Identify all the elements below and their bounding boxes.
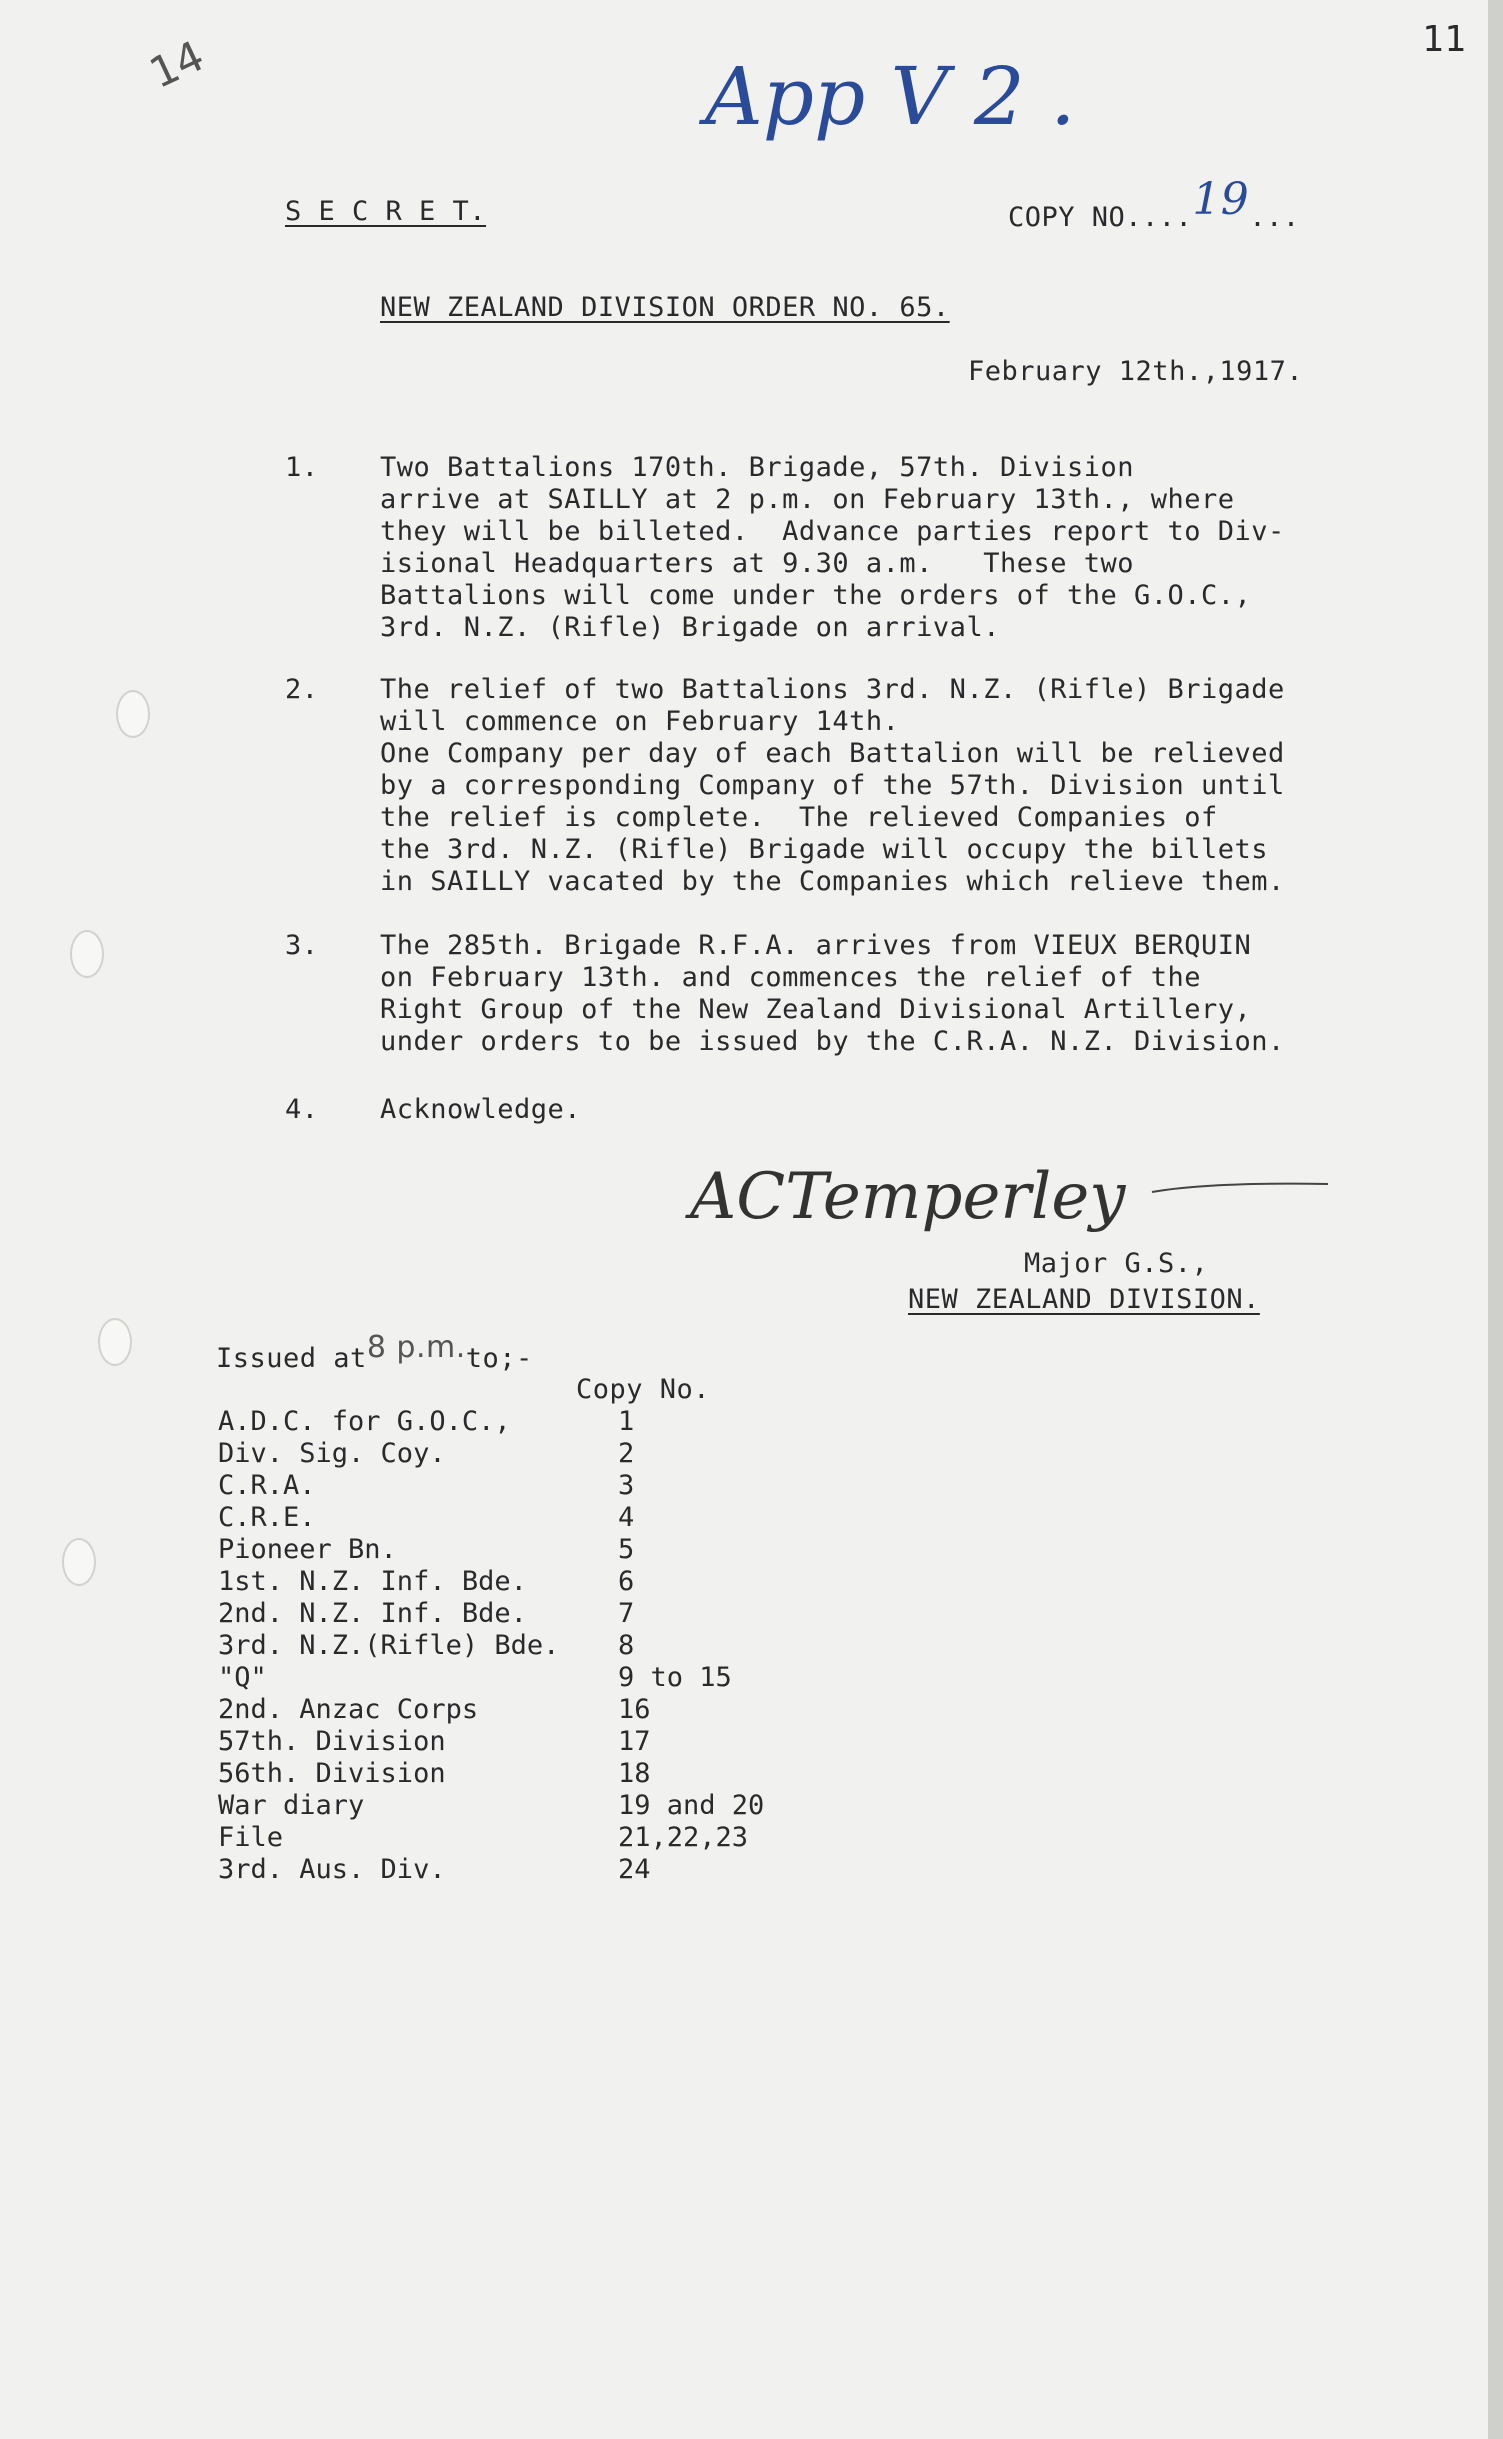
issued-prefix: Issued at (216, 1343, 367, 1374)
paragraph-line: One Company per day of each Battalion will be relieved (380, 738, 1285, 769)
recipient-name: 3rd. N.Z.(Rifle) Bde. (218, 1630, 560, 1661)
recipient-name: 1st. N.Z. Inf. Bde. (218, 1566, 527, 1597)
recipient-name: Pioneer Bn. (218, 1534, 397, 1565)
list-item (218, 1854, 918, 1886)
paragraph-line: Battalions will come under the orders of the G.O.C., (380, 580, 1252, 611)
recipient-copy: 17 (618, 1726, 651, 1757)
recipient-copy: 24 (618, 1854, 651, 1885)
punch-hole (70, 930, 104, 978)
paragraph-line: 3rd. N.Z. (Rifle) Brigade on arrival. (380, 612, 1000, 643)
recipient-name: C.R.E. (218, 1502, 316, 1533)
signature-flourish (1150, 1178, 1330, 1198)
recipient-name: A.D.C. for G.O.C., (218, 1406, 511, 1437)
paragraph-line: The relief of two Battalions 3rd. N.Z. (Rifle) Brigade (380, 674, 1285, 705)
signatory-unit: NEW ZEALAND DIVISION. (908, 1284, 1260, 1315)
list-item (218, 1438, 918, 1470)
copy-suffix: ... (1249, 202, 1300, 233)
issued-suffix: to;- (465, 1343, 533, 1374)
recipient-copy: 8 (618, 1630, 635, 1661)
paragraph-number: 4. (285, 1094, 319, 1125)
recipient-name: Div. Sig. Coy. (218, 1438, 446, 1469)
recipient-copy: 18 (618, 1758, 651, 1789)
paragraph-line: the 3rd. N.Z. (Rifle) Brigade will occupy the billets (380, 834, 1269, 865)
paragraph-line: will commence on February 14th. (380, 706, 900, 737)
punch-hole (98, 1318, 132, 1366)
paragraph-line: Two Battalions 170th. Brigade, 57th. Division (380, 452, 1134, 483)
paragraph-line: isional Headquarters at 9.30 a.m. These two (380, 548, 1134, 579)
recipient-name: "Q" (218, 1662, 267, 1693)
recipient-name: 2nd. N.Z. Inf. Bde. (218, 1598, 527, 1629)
paragraph-line: they will be billeted. Advance parties report to Div- (380, 516, 1285, 547)
recipient-copy: 1 (618, 1406, 635, 1437)
paragraph-line: on February 13th. and commences the relief of the (380, 962, 1202, 993)
list-item (218, 1758, 918, 1790)
punch-hole (116, 690, 150, 738)
list-item (218, 1630, 918, 1662)
recipient-name: 2nd. Anzac Corps (218, 1694, 479, 1725)
paragraph-number: 1. (285, 452, 319, 483)
recipient-name: 3rd. Aus. Div. (218, 1854, 446, 1885)
punch-hole (62, 1538, 96, 1586)
issued-time-handwritten: 8 p.m. (366, 1330, 466, 1365)
recipient-copy: 2 (618, 1438, 635, 1469)
recipient-copy: 6 (618, 1566, 635, 1597)
list-item (218, 1566, 918, 1598)
paragraph-line: by a corresponding Company of the 57th. Division until (380, 770, 1285, 801)
list-item (218, 1662, 918, 1694)
list-item (218, 1790, 918, 1822)
classification: S E C R E T. (285, 196, 487, 227)
paragraph-line: the relief is complete. The relieved Companies of (380, 802, 1218, 833)
signatory-rank: Major G.S., (1024, 1248, 1209, 1279)
recipient-copy: 19 and 20 (618, 1790, 765, 1821)
copy-label: COPY NO.... (1008, 202, 1193, 233)
paragraph-2-body (380, 674, 1285, 898)
recipient-copy: 4 (618, 1502, 635, 1533)
recipient-name: C.R.A. (218, 1470, 316, 1501)
list-item (218, 1726, 918, 1758)
issued-line (216, 1330, 533, 1375)
paragraph-line: arrive at SAILLY at 2 p.m. on February 13th., where (380, 484, 1235, 515)
paragraph-3-body (380, 930, 1285, 1058)
handwritten-signature: ACTemperley (690, 1160, 1126, 1234)
recipient-name: War diary (218, 1790, 365, 1821)
recipient-copy: 16 (618, 1694, 651, 1725)
recipient-copy: 7 (618, 1598, 635, 1629)
list-item (218, 1694, 918, 1726)
paragraph-number: 2. (285, 674, 319, 705)
order-title: NEW ZEALAND DIVISION ORDER NO. 65. (380, 292, 950, 323)
list-item (218, 1822, 918, 1854)
recipient-copy: 21,22,23 (618, 1822, 749, 1853)
recipient-copy: 5 (618, 1534, 635, 1565)
paragraph-line: Right Group of the New Zealand Divisional Artillery, (380, 994, 1252, 1025)
paragraph-line: Acknowledge. (380, 1094, 582, 1125)
paragraph-line: under orders to be issued by the C.R.A. N.Z. Division. (380, 1026, 1285, 1057)
list-item (218, 1406, 918, 1438)
paragraph-line: in SAILLY vacated by the Companies which relieve them. (380, 866, 1285, 897)
folio-number-right: 11 (1422, 19, 1467, 60)
paragraph-4-body (380, 1094, 581, 1126)
paragraph-line: The 285th. Brigade R.F.A. arrives from VIEUX BERQUIN (380, 930, 1252, 961)
folio-number-left: 14 (142, 31, 212, 98)
copy-number-header: Copy No. (576, 1374, 711, 1405)
handwritten-reference: App V 2 . (705, 50, 1076, 143)
recipient-name: File (218, 1822, 284, 1853)
list-item (218, 1534, 918, 1566)
recipient-name: 57th. Division (218, 1726, 446, 1757)
recipient-name: 56th. Division (218, 1758, 446, 1789)
paragraph-number: 3. (285, 930, 319, 961)
order-date: February 12th.,1917. (968, 356, 1304, 387)
paragraph-1-body (380, 452, 1285, 644)
recipient-copy: 9 to 15 (618, 1662, 732, 1693)
recipient-copy: 3 (618, 1470, 635, 1501)
list-item (218, 1502, 918, 1534)
list-item (218, 1598, 918, 1630)
list-item (218, 1470, 918, 1502)
page-edge (1488, 0, 1503, 2439)
copy-number-line (1008, 174, 1300, 234)
copy-number-handwritten: 19 (1192, 174, 1250, 225)
